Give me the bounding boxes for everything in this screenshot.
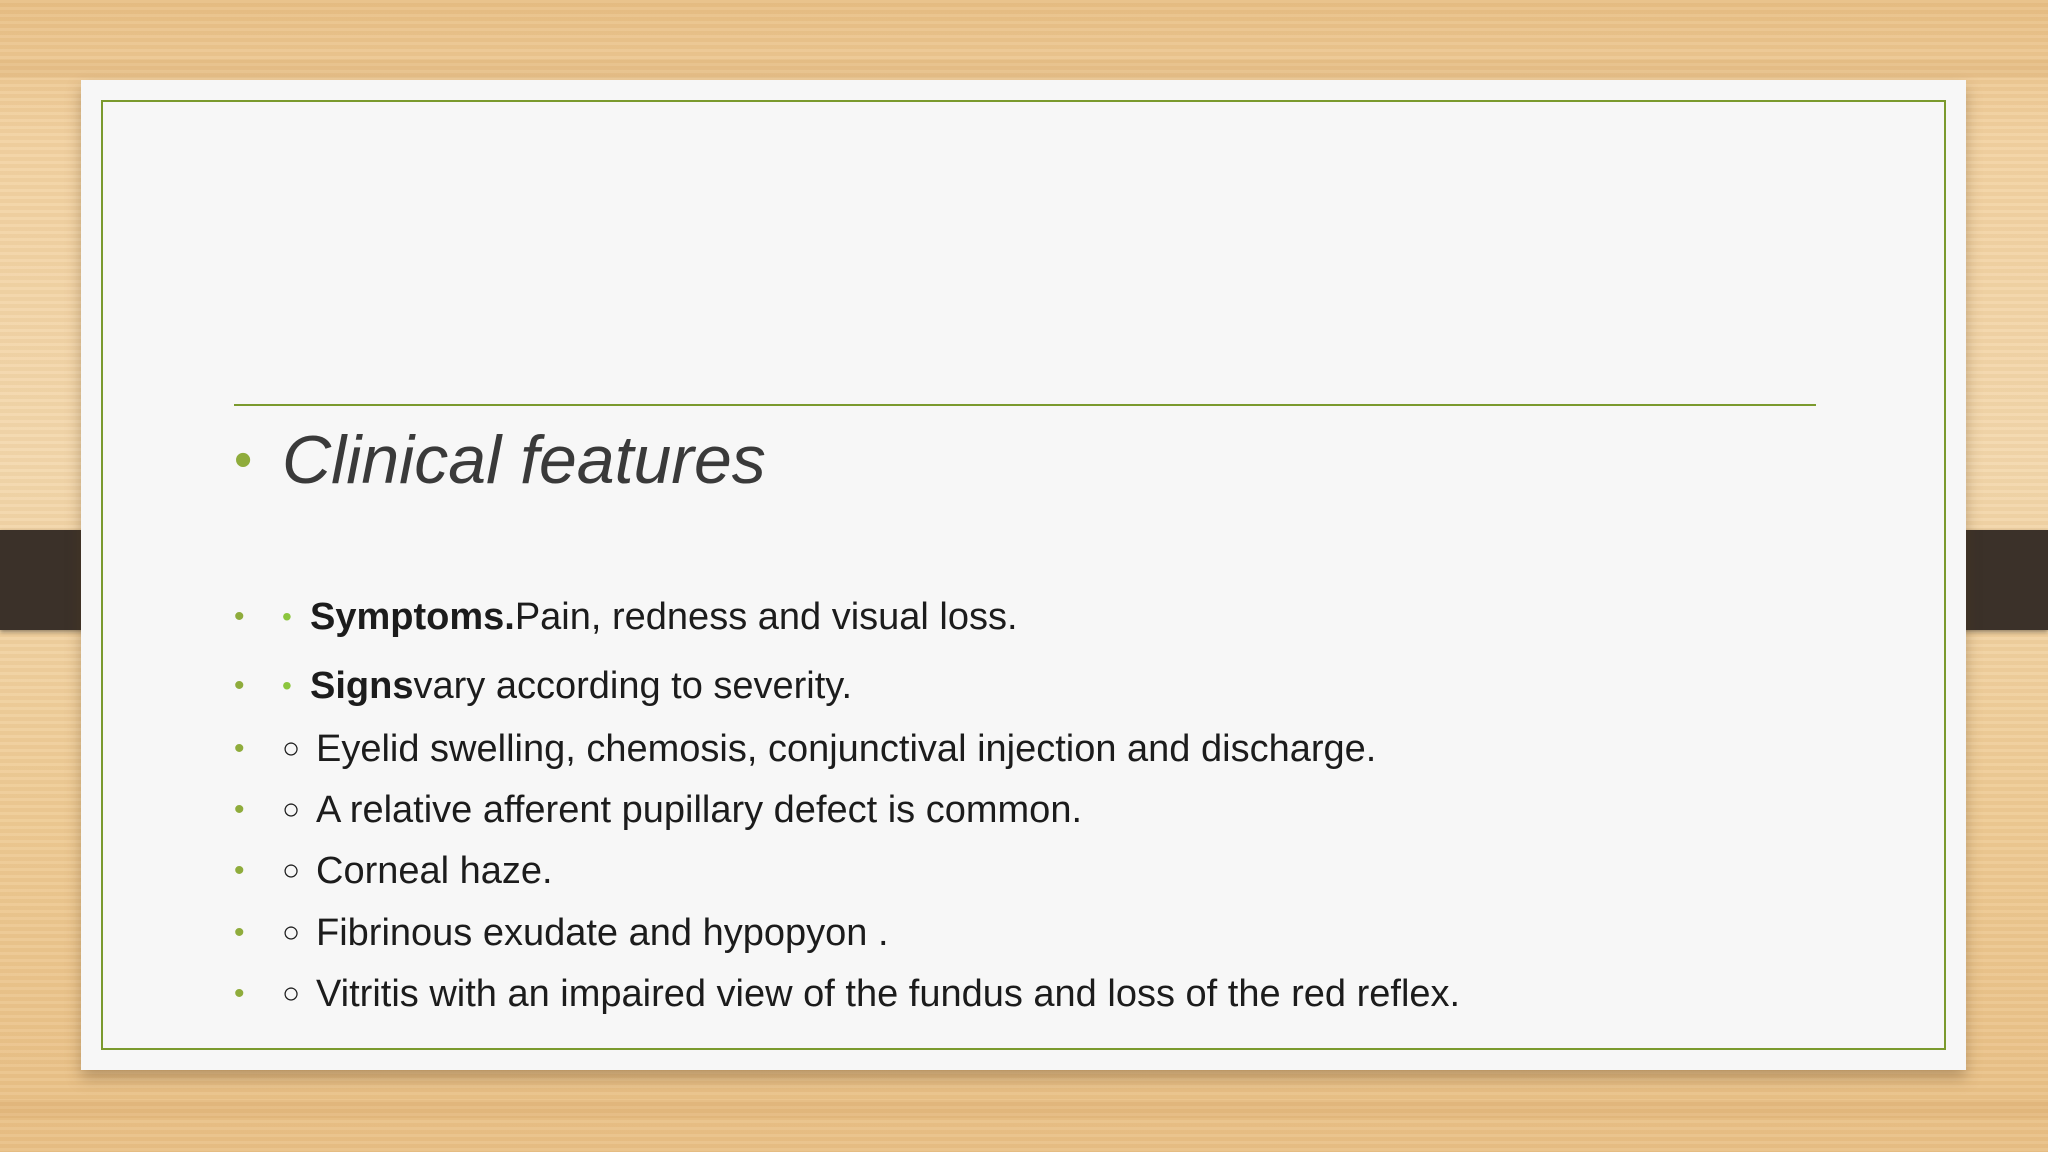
circle-bullet-icon: ○ [282, 793, 309, 826]
item-bold-label: Symptoms. [310, 595, 515, 638]
circle-bullet-icon: ○ [282, 916, 309, 949]
item-text: Vitritis with an impaired view of the fundus and loss of the red reflex. [316, 972, 1461, 1015]
bullet-icon: • [234, 600, 245, 633]
slide-heading [234, 420, 766, 500]
item-text: Pain, redness and visual loss. [514, 595, 1018, 638]
item-text: Corneal haze. [316, 849, 553, 892]
title-divider [234, 404, 1816, 406]
circle-bullet-icon: ○ [282, 854, 309, 887]
slide-card [81, 80, 1966, 1070]
wood-grain [0, 1100, 2048, 1118]
list-item [234, 592, 1018, 642]
bullet-icon: • [282, 670, 292, 701]
item-bold-label: Signs [310, 664, 414, 707]
item-text: Eyelid swelling, chemosis, conjunctival injection and discharge. [316, 727, 1377, 770]
bullet-icon: • [282, 601, 292, 632]
list-item [234, 661, 852, 711]
circle-bullet-icon: ○ [282, 732, 309, 765]
bullet-icon: • [234, 669, 245, 702]
bullet-icon: • [234, 732, 245, 765]
list-item [234, 846, 553, 896]
item-text: vary according to severity. [413, 664, 853, 707]
bullet-icon: • [234, 793, 245, 826]
item-text: A relative afferent pupillary defect is common. [316, 788, 1083, 831]
list-item [234, 969, 1460, 1019]
item-text: Fibrinous exudate and hypopyon . [316, 911, 889, 954]
circle-bullet-icon: ○ [282, 977, 309, 1010]
wood-grain [0, 60, 2048, 78]
bullet-icon: • [234, 916, 245, 949]
heading-text: Clinical features [282, 422, 766, 498]
bullet-icon: • [234, 977, 245, 1010]
bullet-icon: • [234, 854, 245, 887]
bullet-icon: • [234, 431, 253, 489]
list-item [234, 908, 889, 958]
list-item [234, 724, 1376, 774]
list-item [234, 785, 1082, 835]
